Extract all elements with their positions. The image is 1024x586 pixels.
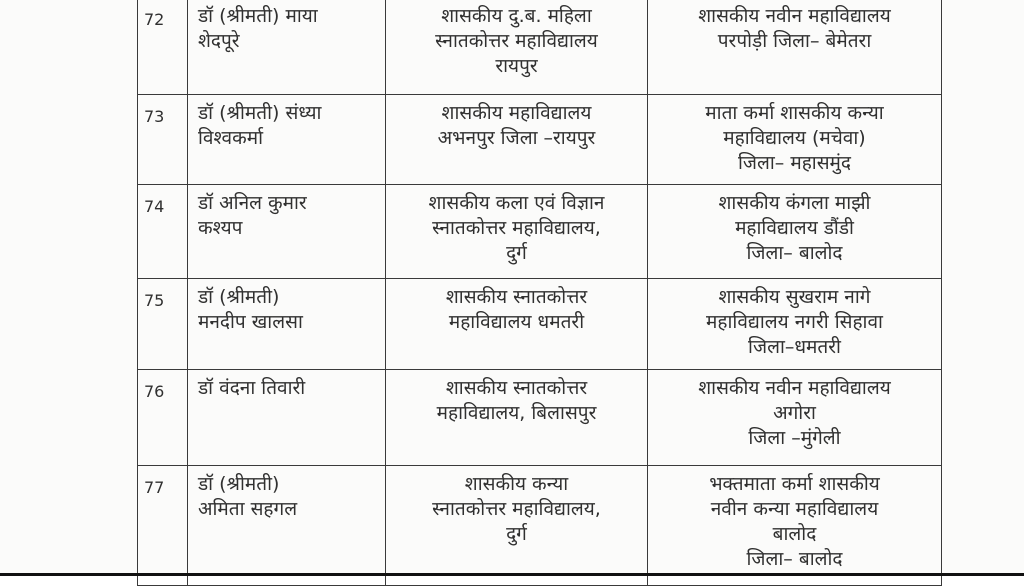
from-line: स्नातकोत्तर महाविद्यालय, bbox=[432, 217, 601, 239]
name-line: अमिता सहगल bbox=[198, 498, 298, 520]
table-row bbox=[138, 370, 942, 466]
officer-name-cell bbox=[188, 466, 386, 586]
from-line: रायपुर bbox=[495, 55, 538, 77]
name-line: डॉ (श्रीमती) संध्या bbox=[198, 102, 322, 124]
name-line: विश्वकर्मा bbox=[198, 127, 263, 149]
from-line: स्नातकोत्तर महाविद्यालय bbox=[435, 30, 598, 52]
name-line: डॉ अनिल कुमार bbox=[198, 192, 307, 214]
to-line: परपोड़ी जिला– बेमेतरा bbox=[717, 30, 872, 52]
to-line: माता कर्मा शासकीय कन्या bbox=[705, 102, 884, 124]
to-line: जिला– महासमुंद bbox=[737, 152, 852, 174]
name-line: मनदीप खालसा bbox=[198, 311, 303, 333]
table-row bbox=[138, 95, 942, 185]
new-posting-cell bbox=[648, 370, 942, 466]
to-line: शासकीय कंगला माझी bbox=[718, 192, 871, 214]
from-line: शासकीय स्नातकोत्तर bbox=[445, 286, 588, 308]
from-line: दुर्ग bbox=[506, 242, 527, 264]
officer-name-cell bbox=[188, 185, 386, 279]
current-posting-cell bbox=[386, 95, 648, 185]
name-line: डॉ (श्रीमती) bbox=[198, 473, 280, 495]
to-line: महाविद्यालय डौंडी bbox=[735, 217, 854, 239]
to-line: जिला– बालोद bbox=[746, 548, 843, 570]
new-posting-cell bbox=[648, 0, 942, 95]
to-line: बालोद bbox=[772, 523, 817, 545]
from-line: शासकीय स्नातकोत्तर bbox=[445, 377, 588, 399]
from-line: महाविद्यालय, बिलासपुर bbox=[436, 402, 597, 424]
serial-number-cell: 73 bbox=[138, 95, 188, 185]
new-posting-cell bbox=[648, 279, 942, 370]
to-line: अगोरा bbox=[773, 402, 816, 424]
current-posting-cell bbox=[386, 0, 648, 95]
from-line: दुर्ग bbox=[506, 523, 527, 545]
name-line: डॉ (श्रीमती) bbox=[198, 286, 280, 308]
to-line: भक्तमाता कर्मा शासकीय bbox=[709, 473, 880, 495]
from-line: महाविद्यालय धमतरी bbox=[448, 311, 585, 333]
current-posting-cell bbox=[386, 279, 648, 370]
table-row bbox=[138, 466, 942, 586]
table-body bbox=[138, 0, 942, 586]
new-posting-cell bbox=[648, 466, 942, 586]
serial-number-cell: 76 bbox=[138, 370, 188, 466]
current-posting-cell bbox=[386, 370, 648, 466]
new-posting-cell bbox=[648, 95, 942, 185]
from-line: शासकीय दु.ब. महिला bbox=[441, 5, 592, 27]
new-posting-cell bbox=[648, 185, 942, 279]
to-line: शासकीय सुखराम नागे bbox=[718, 286, 871, 308]
table-row bbox=[138, 279, 942, 370]
serial-number-cell: 75 bbox=[138, 279, 188, 370]
officer-name-cell bbox=[188, 370, 386, 466]
table-row bbox=[138, 0, 942, 95]
from-line: शासकीय कन्या bbox=[464, 473, 569, 495]
name-line: कश्यप bbox=[198, 217, 243, 239]
serial-number-cell: 77 bbox=[138, 466, 188, 586]
to-line: नवीन कन्या महाविद्यालय bbox=[710, 498, 879, 520]
officer-name-cell bbox=[188, 279, 386, 370]
transfer-table bbox=[137, 0, 942, 586]
to-line: जिला– बालोद bbox=[746, 242, 843, 264]
from-line: स्नातकोत्तर महाविद्यालय, bbox=[432, 498, 601, 520]
from-line: शासकीय कला एवं विज्ञान bbox=[428, 192, 605, 214]
officer-name-cell bbox=[188, 0, 386, 95]
from-line: शासकीय महाविद्यालय bbox=[441, 102, 592, 124]
current-posting-cell bbox=[386, 466, 648, 586]
serial-number-cell: 74 bbox=[138, 185, 188, 279]
name-line: डॉ (श्रीमती) माया bbox=[198, 5, 318, 27]
to-line: शासकीय नवीन महाविद्यालय bbox=[698, 5, 891, 27]
serial-number-cell: 72 bbox=[138, 0, 188, 95]
name-line: डॉ वंदना तिवारी bbox=[198, 377, 306, 399]
to-line: महाविद्यालय (मचेवा) bbox=[723, 127, 866, 149]
to-line: जिला–धमतरी bbox=[748, 336, 841, 358]
table-row bbox=[138, 185, 942, 279]
name-line: शेदपूरे bbox=[198, 30, 240, 52]
from-line: अभनपुर जिला –रायपुर bbox=[437, 127, 596, 149]
officer-name-cell bbox=[188, 95, 386, 185]
to-line: जिला –मुंगेली bbox=[748, 427, 841, 449]
to-line: शासकीय नवीन महाविद्यालय bbox=[698, 377, 891, 399]
current-posting-cell bbox=[386, 185, 648, 279]
to-line: महाविद्यालय नगरी सिहावा bbox=[706, 311, 883, 333]
